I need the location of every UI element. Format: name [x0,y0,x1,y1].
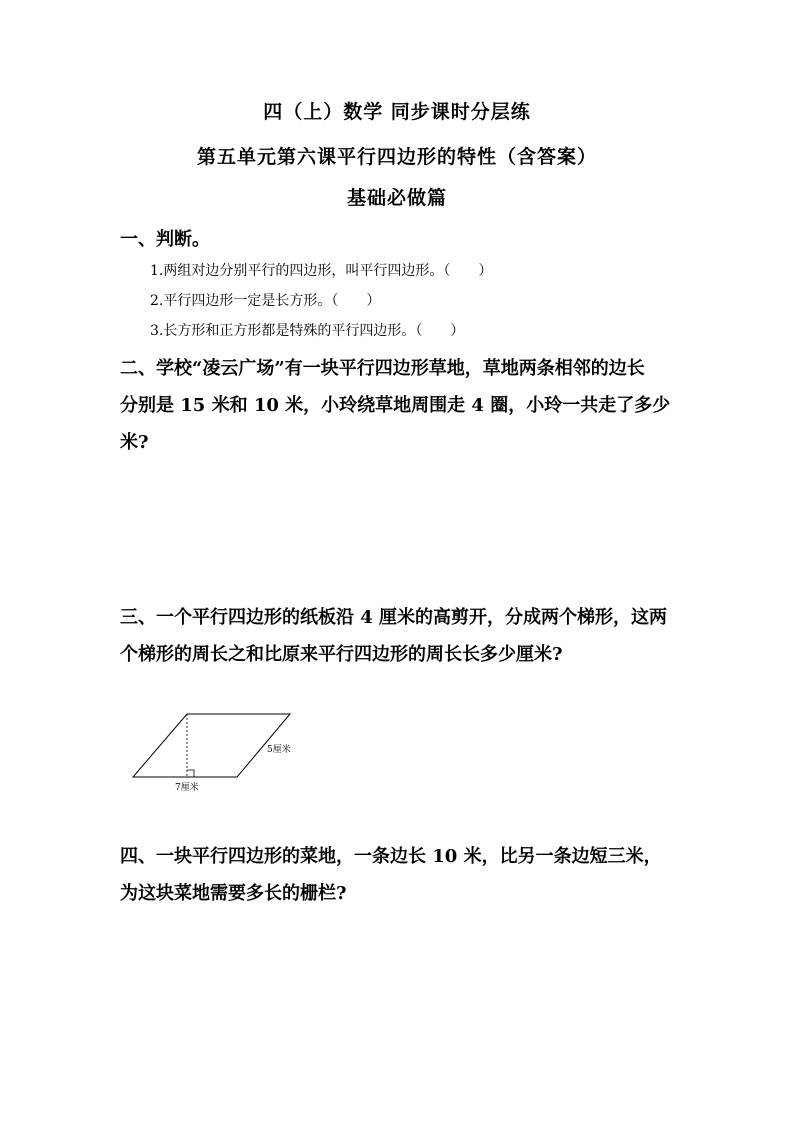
question-3-line-2: 个梯形的周长之和比原来平行四边形的周长长多少厘米? [120,644,563,665]
judgment-item-1: 1.两组对边分别平行的四边形，叫平行四边形。（ ） [150,263,493,279]
judgment-item-2: 2.平行四边形一定是长方形。（ ） [150,293,381,309]
parallelogram-figure [120,700,320,800]
question-2-line-2: 分别是 15 米和 10 米，小玲绕草地周围走 4 圈，小玲一共走了多少 [120,395,671,416]
question-2 [120,350,680,461]
section1-heading: 一、判断。 [120,229,210,250]
level-subtitle: 基础必做篇 [346,187,447,209]
question-3-line-1: 三、一个平行四边形的纸板沿 4 厘米的高剪开，分成两个梯形，这两 [120,607,668,628]
question-4 [120,838,680,912]
question-3 [120,599,680,673]
question-4-line-2: 为这块菜地需要多长的栅栏? [120,883,347,904]
page-title: 四（上）数学 同步课时分层练 [263,101,531,123]
right-angle-mark [187,770,194,777]
judgment-item-3: 3.长方形和正方形都是特殊的平行四边形。（ ） [150,323,465,339]
question-2-line-3: 米? [120,432,149,453]
side-length-label: 5厘米 [267,745,291,755]
question-4-line-1: 四、一块平行四边形的菜地，一条边长 10 米，比另一条边短三米， [120,846,662,867]
lesson-title: 第五单元第六课平行四边形的特性（含答案） [196,146,597,168]
base-length-label: 7厘米 [175,783,199,793]
question-2-line-1: 二、学校“凌云广场”有一块平行四边形草地，草地两条相邻的边长 [120,358,645,379]
